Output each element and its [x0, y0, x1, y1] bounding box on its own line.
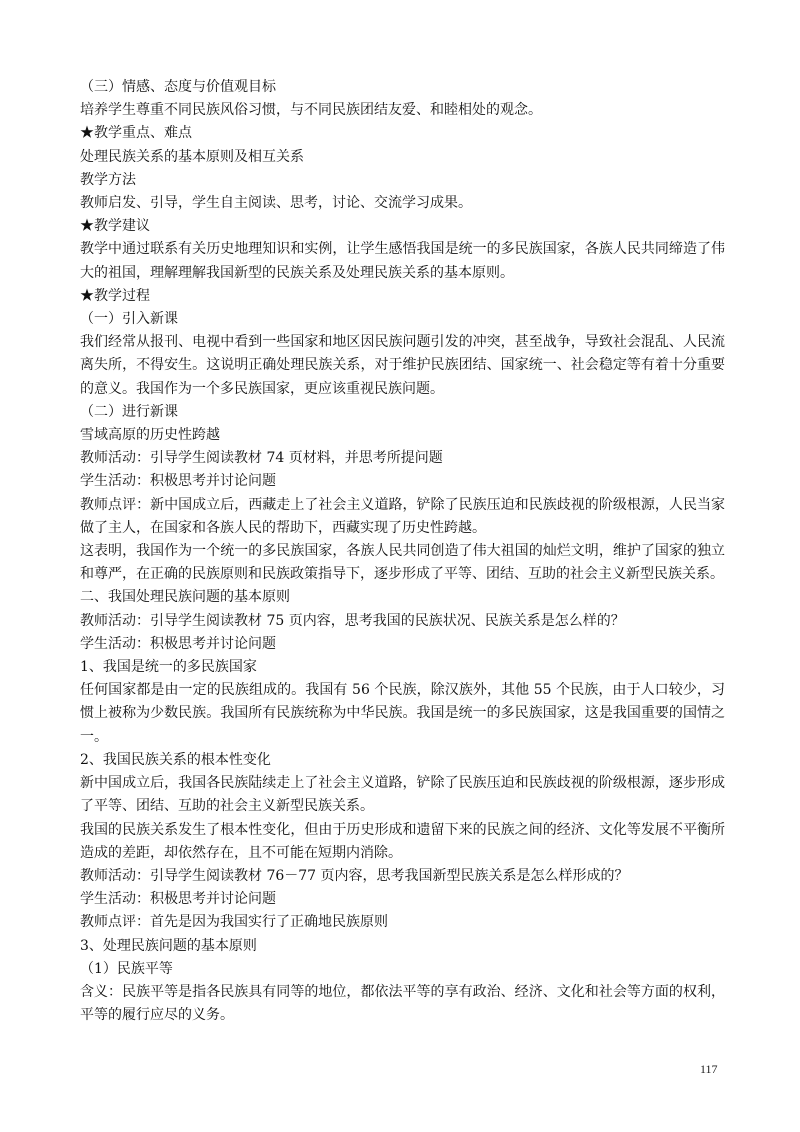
paragraph-text: 处理民族关系的基本原则及相互关系	[80, 148, 304, 165]
paragraph-text: 教师启发、引导，学生自主阅读、思考，讨论、交流学习成果。	[80, 195, 472, 212]
page-content	[80, 76, 725, 1027]
heading-intro: （一）引入新课	[80, 311, 178, 328]
paragraph-text: 我们经常从报刊、电视中看到一些国家和地区因民族问题引发的冲突，甚至战争，导致社会混乱、人民流离失所，不得安生。这说明正确处理民族关系，对于维护民族团结、国家统一、社会稳定等有着十分重要的意义。我国作为一个多民族国家，更应该重视民族问题。	[80, 334, 725, 397]
heading-section-two: 二、我国处理民族问题的基本原则	[80, 589, 290, 606]
teacher-activity: 教师活动：引导学生阅读教材 75 页内容，思考我国的民族状况、民族关系是怎么样的？	[80, 612, 625, 629]
paragraph-text: 教学中通过联系有关历史地理知识和实例，让学生感悟我国是统一的多民族国家，各族人民共同缔造了伟大的祖国，理解理解我国新型的民族关系及处理民族关系的基本原则。	[80, 241, 725, 281]
paragraph-text: 新中国成立后，我国各民族陆续走上了社会主义道路，铲除了民族压迫和民族歧视的阶级根源，逐步形成了平等、团结、互助的社会主义新型民族关系。	[80, 775, 725, 815]
heading-tibet: 雪域高原的历史性跨越	[80, 427, 220, 444]
page-number: 117	[700, 1062, 718, 1076]
student-activity: 学生活动：积极思考并讨论问题	[80, 891, 276, 908]
heading-teaching-process: ★教学过程	[80, 287, 150, 304]
paragraph-text: 含义：民族平等是指各民族具有同等的地位，都依法平等的享有政治、经济、文化和社会等方面的权利，平等的履行应尽的义务。	[80, 983, 725, 1024]
heading-teaching-suggestion: ★教学建议	[80, 218, 150, 235]
heading-emotion-goal: （三）情感、态度与价值观目标	[80, 79, 276, 95]
student-activity: 学生活动：积极思考并讨论问题	[80, 635, 276, 652]
paragraph-text: 任何国家都是由一定的民族组成的。我国有 56 个民族，除汉族外，其他 55 个民族，由于人口较少，习惯上被称为少数民族。我国所有民族统称为中华民族。我国是统一的多民族国家，这是我国重要的国情之一。	[80, 682, 725, 745]
heading-key-points: ★教学重点、难点	[80, 125, 192, 142]
heading-point-three: 3、处理民族问题的基本原则	[80, 937, 257, 954]
paragraph-text: 我国的民族关系发生了根本性变化，但由于历史形成和遗留下来的民族之间的经济、文化等发展不平衡所造成的差距，却依然存在，且不可能在短期内消除。	[80, 821, 725, 861]
teacher-comment: 教师点评：首先是因为我国实行了正确地民族原则	[80, 914, 388, 931]
heading-equality: （1）民族平等	[80, 960, 173, 977]
teacher-comment: 教师点评：新中国成立后，西藏走上了社会主义道路，铲除了民族压迫和民族歧视的阶级根源，人民当家做了主人，在国家和各族人民的帮助下，西藏实现了历史性跨越。	[80, 496, 725, 536]
student-activity: 学生活动：积极思考并讨论问题	[80, 473, 276, 490]
heading-point-two: 2、我国民族关系的根本性变化	[80, 751, 271, 768]
paragraph-text: 这表明，我国作为一个统一的多民族国家，各族人民共同创造了伟大祖国的灿烂文明，维护了国家的独立和尊严，在正确的民族原则和民族政策指导下，逐步形成了平等、团结、互助的社会主义新型民族关系。	[80, 543, 725, 583]
teacher-activity: 教师活动：引导学生阅读教材 76－77 页内容，思考我国新型民族关系是怎么样形成的？	[80, 867, 629, 884]
teacher-activity: 教师活动：引导学生阅读教材 74 页材料，并思考所提问题	[80, 450, 443, 467]
paragraph-text: 培养学生尊重不同民族风俗习惯，与不同民族团结友爱、和睦相处的观念。	[80, 102, 542, 119]
heading-teaching-method: 教学方法	[80, 171, 136, 188]
heading-point-one: 1、我国是统一的多民族国家	[80, 659, 257, 676]
heading-new-lesson: （二）进行新课	[80, 403, 178, 420]
